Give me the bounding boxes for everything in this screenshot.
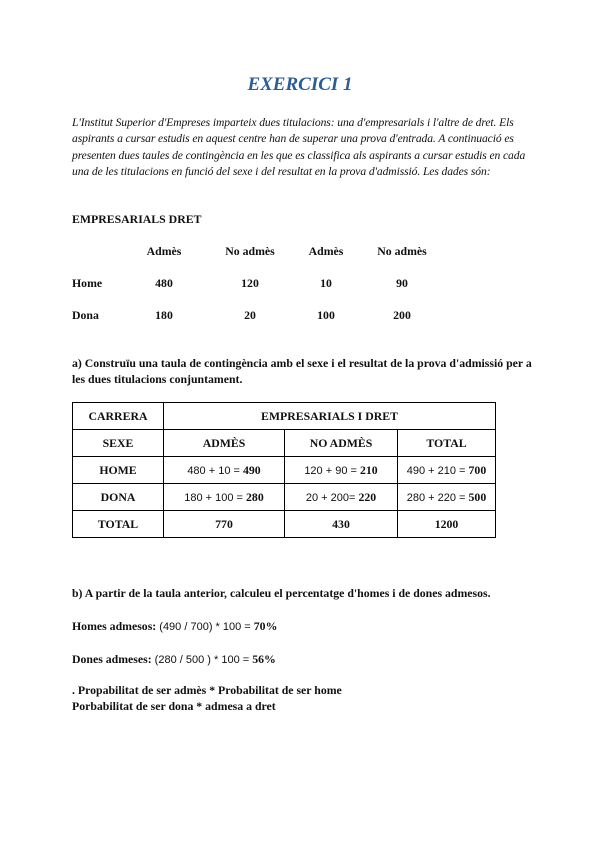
row-label: TOTAL	[73, 511, 164, 538]
data-cell: 10	[320, 276, 332, 290]
table-cell: 180 + 100 = 280	[164, 484, 285, 511]
contingency-table	[72, 402, 496, 538]
table-cell: 430	[285, 511, 398, 538]
data-cell: 100	[317, 308, 335, 322]
data-cell: 200	[393, 308, 411, 322]
row-label: HOME	[73, 457, 164, 484]
question-b: b) A partir de la taula anterior, calculeu el percentatge d'homes i de dones admesos.	[72, 586, 491, 600]
header-no-admes: NO ADMÈS	[285, 430, 398, 457]
data-cell: 120	[241, 276, 259, 290]
col-header: Admès	[308, 244, 344, 258]
table-cell: 120 + 90 = 210	[285, 457, 398, 484]
table-cell: 20 + 200= 220	[285, 484, 398, 511]
carrera-value: EMPRESARIALS I DRET	[164, 403, 496, 430]
header-total: TOTAL	[398, 430, 496, 457]
intro-paragraph: L'Institut Superior d'Empreses imparteix dues titulacions: una d'empresarials i l'altre de dret. Els aspirants a cursar estudis en aquest centre han de superar una prova d'entrada. A continuació es presenten dues taules de contingència en les que es classifica als aspirants a cursar estudis en cada una de les titulacions en funció del sexe i del resultat en la prova d'admissió. Les dades són:	[72, 116, 526, 179]
data-table-heading: EMPRESARIALS DRET	[72, 212, 202, 226]
col-header: No admès	[377, 244, 427, 258]
data-cell: 20	[244, 308, 256, 322]
table-cell: 490 + 210 = 700	[398, 457, 496, 484]
col-header: Admès	[146, 244, 182, 258]
page-title: EXERCICI 1	[247, 74, 353, 95]
carrera-label: CARRERA	[73, 403, 164, 430]
dones-calc: Dones admeses: (280 / 500 ) * 100 = 56%	[72, 652, 276, 666]
data-cell: 180	[155, 308, 173, 322]
question-a: a) Construïu una taula de contingència amb el sexe i el resultat de la prova d'admissió per a les dues titulacions conjuntament.	[72, 356, 532, 387]
row-label-dona: Dona	[72, 308, 99, 322]
note-line-1: . Propabilitat de ser admès * Probabilitat de ser home	[72, 683, 342, 697]
col-header: No admès	[225, 244, 275, 258]
table-cell: 1200	[398, 511, 496, 538]
table-row	[73, 484, 496, 511]
data-cell: 90	[396, 276, 408, 290]
row-label-home: Home	[72, 276, 103, 290]
note-line-2: Porbabilitat de ser dona * admesa a dret	[72, 699, 276, 713]
dones-label: Dones admeses:	[72, 652, 152, 666]
table-row-total	[73, 511, 496, 538]
table-cell: 280 + 220 = 500	[398, 484, 496, 511]
homes-calc: Homes admesos: (490 / 700) * 100 = 70%	[72, 619, 278, 633]
header-admes: ADMÈS	[164, 430, 285, 457]
table-cell: 480 + 10 = 490	[164, 457, 285, 484]
data-cell: 480	[155, 276, 173, 290]
row-label: DONA	[73, 484, 164, 511]
table-cell: 770	[164, 511, 285, 538]
header-sexe: SEXE	[73, 430, 164, 457]
table-row	[73, 457, 496, 484]
homes-label: Homes admesos:	[72, 619, 157, 633]
